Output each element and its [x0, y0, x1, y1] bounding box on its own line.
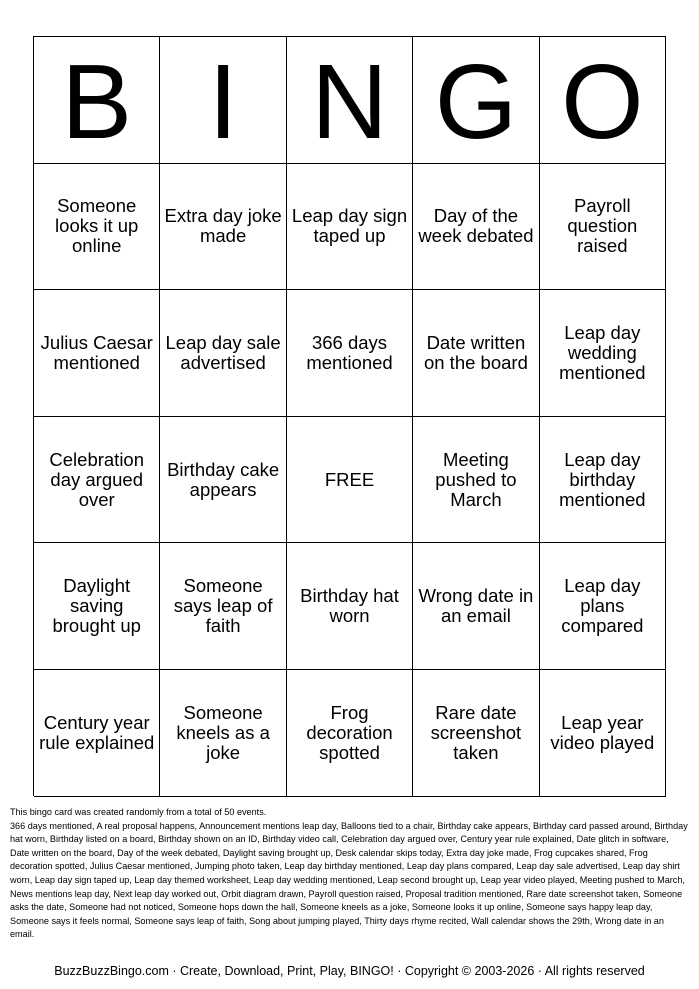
bingo-cell: Birthday cake appears: [160, 417, 286, 544]
header-letter-n: N: [287, 37, 413, 164]
bingo-cell: Birthday hat worn: [287, 543, 413, 670]
bingo-cell: Someone says leap of faith: [160, 543, 286, 670]
event-list-text: 366 days mentioned, A real proposal happens, Announcement mentions leap day, Balloons tied to a chair, Birthday cake appears, Birthday card passed around, Birthday hat worn, Birthday listed on a board, Birthday shown on an ID, Birthday video call, Celebration day argued over, Century year rule explained, Date glitch in software, Date written on the board, Day of the week debated, Daylight saving brought up, Desk calendar skips today, Extra day joke made, Frog cupcakes shared, Frog decoration spotted, Julius Caesar mentioned, Jumping photo taken, Leap day birthday mentioned, Leap day plans compared, Leap day sale advertised, Leap day shirt worn, Leap day sign taped up, Leap day themed worksheet, Leap day wedding mentioned, Leap second brought up, Leap year video played, Meeting pushed to March, News mentions leap day, Next leap day worked out, Orbit diagram drawn, Payroll question raised, Proposal tradition mentioned, Rare date screenshot taken, Someone asks the date, Someone had not noticed, Someone hops down the hall, Someone kneels as a joke, Someone looks it up online, Someone says happy leap day, Someone says it feels normal, Someone says leap of faith, Song about jumping played, Thirty days rhyme recited, Wall calendar shows the 29th, Wrong date in an email.: [10, 820, 688, 940]
bingo-cell: Julius Caesar mentioned: [34, 290, 160, 417]
bingo-cell: Leap year video played: [540, 670, 666, 797]
bingo-cell: Meeting pushed to March: [413, 417, 539, 544]
event-count-text: This bingo card was created randomly from a total of 50 events.: [10, 807, 267, 817]
header-letter-o: O: [540, 37, 666, 164]
bingo-cell: Date written on the board: [413, 290, 539, 417]
bingo-cell: Leap day sign taped up: [287, 164, 413, 291]
bingo-cell: Leap day plans compared: [540, 543, 666, 670]
bingo-card: [33, 36, 666, 796]
bingo-cell: Extra day joke made: [160, 164, 286, 291]
bingo-row-3: [34, 417, 666, 544]
bingo-cell: Daylight saving brought up: [34, 543, 160, 670]
bingo-cell: Century year rule explained: [34, 670, 160, 797]
bingo-cell: Frog decoration spotted: [287, 670, 413, 797]
bingo-cell: Day of the week debated: [413, 164, 539, 291]
bingo-cell: Leap day birthday mentioned: [540, 417, 666, 544]
bingo-cell: Leap day wedding mentioned: [540, 290, 666, 417]
bingo-cell: Leap day sale advertised: [160, 290, 286, 417]
copyright-line: BuzzBuzzBingo.com · Create, Download, Print, Play, BINGO! · Copyright © 2003-2026 · All rights reserved: [54, 964, 645, 978]
bingo-cell: Celebration day argued over: [34, 417, 160, 544]
event-list-notice: [10, 806, 688, 942]
header-row: [34, 37, 666, 164]
bingo-cell: Payroll question raised: [540, 164, 666, 291]
bingo-cell: Someone looks it up online: [34, 164, 160, 291]
free-space-cell: FREE: [287, 417, 413, 544]
header-letter-g: G: [413, 37, 539, 164]
bingo-row-5: [34, 670, 666, 797]
bingo-cell: Wrong date in an email: [413, 543, 539, 670]
bingo-cell: Someone kneels as a joke: [160, 670, 286, 797]
header-letter-b: B: [34, 37, 160, 164]
bingo-row-1: [34, 164, 666, 291]
bingo-row-2: [34, 290, 666, 417]
bingo-row-4: [34, 543, 666, 670]
bingo-cell: Rare date screenshot taken: [413, 670, 539, 797]
bingo-cell: 366 days mentioned: [287, 290, 413, 417]
header-letter-i: I: [160, 37, 286, 164]
